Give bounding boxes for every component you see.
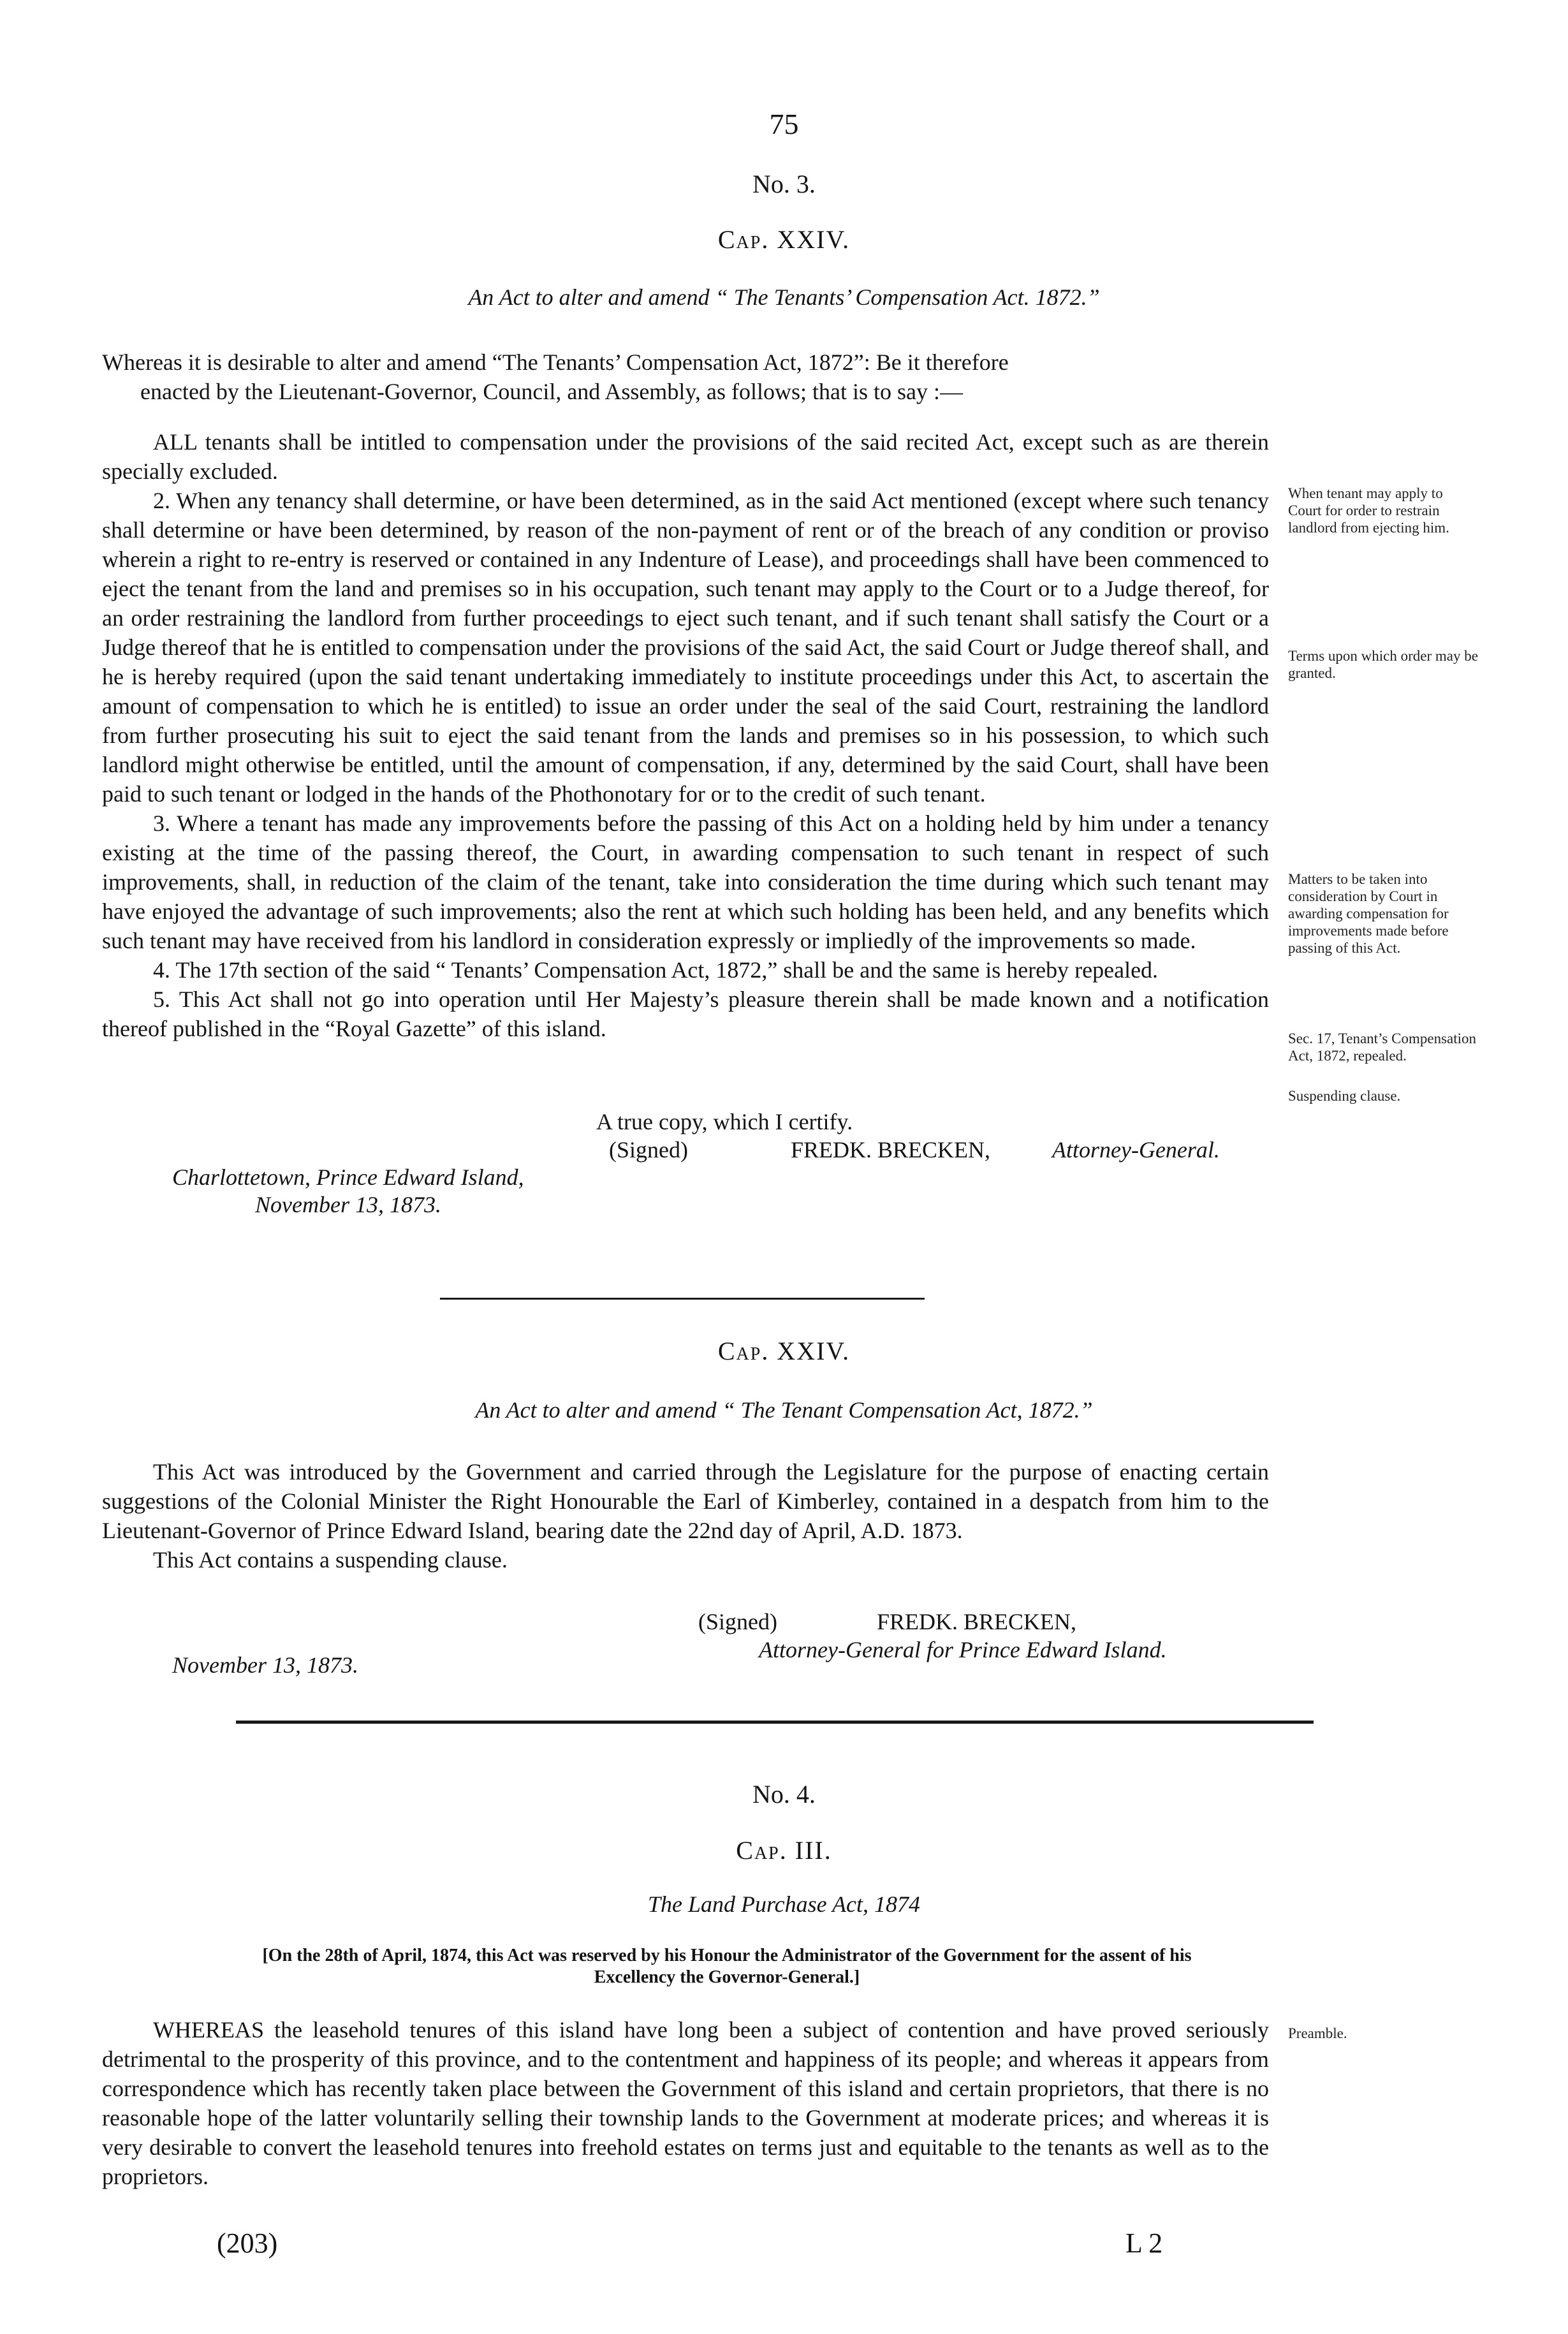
margin-note-sec17: Sec. 17, Tenant’s Compensation Act, 1872, repealed. (1288, 1031, 1477, 1064)
date-line-2: November 13, 1873. (172, 1652, 358, 1678)
margin-note-preamble: Preamble. (1288, 2025, 1347, 2041)
signer-title: Attorney-General. (1052, 1137, 1220, 1163)
page-number: 75 (769, 108, 799, 140)
chapter-heading: Cap. XXIV. (717, 225, 851, 254)
signature-letter: L 2 (1125, 2228, 1163, 2259)
signer-title-2: Attorney-General for Prince Edward Island. (759, 1637, 1167, 1662)
date-line: November 13, 1873. (255, 1192, 441, 1217)
preamble (102, 348, 1269, 406)
signature-mark: (203) (217, 2228, 278, 2259)
clauses (102, 427, 1269, 1043)
clause-2: 2. When any tenancy shall determine, or have been determined, as in the said Act mentioned (except where such tenancy shall determine or have been determined, by reason of the non-payment of rent or of the breach of any condition or proviso wherein a right to re-entry is reserved or contained in any Indenture of Lease), and proceedings shall have been commenced to eject the tenant from the land and premises so in his occupation, such tenant may apply to the Court or to a Judge thereof, for an order restraining the landlord from further proceedings to eject such tenant, and if such tenant shall satisfy the Court or a Judge thereof that he is entitled to compensation under the provisions of the said Act, the said Court or Judge thereof shall, and he is hereby required (upon the said tenant undertaking immediately to institute proceedings under this Act, to ascertain the amount of compensation to which he is entitled) to issue an order under the seal of the said Court, restraining the landlord from further prosecuting his suit to eject the said tenant from the lands and premises so in his possession, to which such landlord might otherwise be entitled, until the amount of compensation, if any, determined by the said Court, shall have been paid to such tenant or lodged in the hands of the Phothonotary for or to the credit of such tenant. (102, 488, 1269, 807)
margin-note-restrain: When tenant may apply to Court for order to restrain landlord from ejecting him. (1288, 485, 1449, 536)
explanatory-paragraph: This Act was introduced by the Government and carried through the Legislature for the purpose of enacting certain suggestions of the Colonial Minister the Right Honourable the Earl of Kimberley, contained in a despatch from him to the Lieutenant-Governor of Prince Edward Island, bearing date the 22nd day of April, A.D. 1873. (102, 1459, 1269, 1543)
preamble-line-1: Whereas it is desirable to alter and amend “The Tenants’ Compensation Act, 1872”: Be it therefore (102, 349, 1009, 375)
margin-note-matters: Matters to be taken into consideration by Court in awarding compensation for improvements made before passing of this Act. (1288, 871, 1449, 956)
place-line: Charlottetown, Prince Edward Island, (172, 1164, 524, 1190)
margin-note-terms: Terms upon which order may be granted. (1288, 648, 1478, 681)
signed-label-2: (Signed) (698, 1609, 777, 1634)
clause-1: ALL tenants shall be intitled to compensation under the provisions of the said recited Act, except such as are therein specially excluded. (102, 429, 1269, 484)
reservation-note (153, 1945, 1301, 1988)
land-purchase-preamble-text: WHEREAS the leasehold tenures of this island have long been a subject of contention and have proved seriously detrimental to the prosperity of this province, and to the contentment and happiness of its people; and whereas it appears from correspondence which has recently taken place between the Government of this island and certain proprietors, that there is no reasonable hope of the latter voluntarily selling their township lands to the Government at moderate prices; and whereas it is very desirable to convert the leasehold tenures into freehold estates on terms just and equitable to the tenants as well as to the proprietors. (102, 2017, 1269, 2189)
preamble-line-2: enacted by the Lieutenant-Governor, Council, and Assembly, as follows; that is to say :— (140, 379, 963, 404)
clause-4: 4. The 17th section of the said “ Tenants’ Compensation Act, 1872,” shall be and the same is hereby repealed. (153, 957, 1159, 983)
signed-label: (Signed) (609, 1137, 688, 1163)
act-title-3: The Land Purchase Act, 1874 (648, 1891, 920, 1917)
act-title: An Act to alter and amend “ The Tenants’ Compensation Act. 1872.” (468, 284, 1100, 310)
act-number-2: No. 4. (752, 1780, 816, 1809)
suspending-statement: This Act contains a suspending clause. (153, 1547, 508, 1573)
section-divider (440, 1298, 925, 1300)
explanatory-note (102, 1457, 1269, 1574)
margin-note-suspending: Suspending clause. (1288, 1088, 1401, 1104)
chapter-heading-3: Cap. III. (736, 1836, 832, 1865)
section-divider-heavy (236, 1721, 1314, 1724)
signer-name: FREDK. BRECKEN, (791, 1137, 991, 1163)
true-copy-statement: A true copy, which I certify. (596, 1109, 853, 1134)
chapter-heading-2: Cap. XXIV. (717, 1337, 851, 1365)
clause-5: 5. This Act shall not go into operation until Her Majesty’s pleasure therein shall be made known and a notification thereof published in the “Royal Gazette” of this island. (102, 987, 1269, 1041)
act-number: No. 3. (752, 170, 816, 198)
act-title-2: An Act to alter and amend “ The Tenant Compensation Act, 1872.” (475, 1397, 1093, 1423)
reservation-note-line-2: Excellency the Governor-General.] (594, 1967, 860, 1987)
reservation-note-line-1: [On the 28th of April, 1874, this Act was reserved by his Honour the Administrator of the Government for the assent of his (262, 1946, 1192, 1965)
land-purchase-preamble (102, 2015, 1269, 2191)
clause-3: 3. Where a tenant has made any improvements before the passing of this Act on a holding held by him under a tenancy existing at the time of the passing thereof, the Court, in awarding compensation to such tenant in respect of such improvements, shall, in reduction of the claim of the tenant, take into consideration the time during which such tenant may have enjoyed the advantage of such improvements; also the rent at which such holding has been held, and any benefits which such tenant may have received from his landlord in consideration expressly or impliedly of the improvements so made. (102, 811, 1269, 953)
signer-name-2: FREDK. BRECKEN, (877, 1609, 1077, 1634)
